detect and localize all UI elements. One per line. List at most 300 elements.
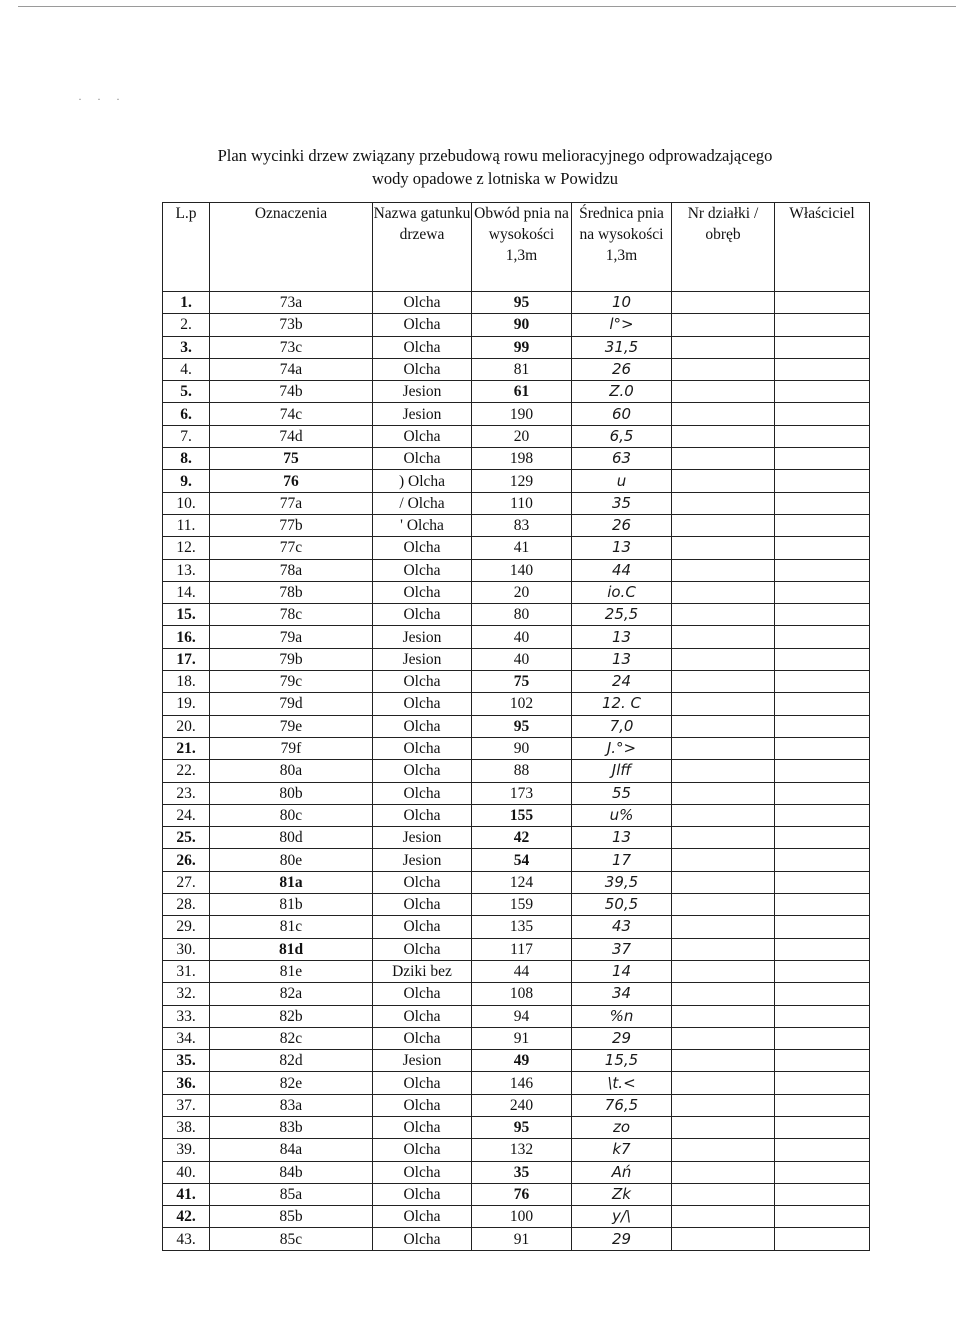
cell-circumference: 110: [472, 492, 572, 514]
cell-plot-number: [672, 849, 775, 871]
cell-species: Olcha: [373, 1228, 472, 1250]
header-oznaczenia: Oznaczenia: [210, 203, 373, 292]
cell-lp: 6.: [163, 403, 210, 425]
cell-plot-number: [672, 1094, 775, 1116]
table-row: [163, 336, 870, 358]
cell-plot-number: [672, 1050, 775, 1072]
cell-circumference: 146: [472, 1072, 572, 1094]
header-lp: L.p: [163, 203, 210, 292]
cell-lp: 13.: [163, 559, 210, 581]
cell-species: Olcha: [373, 425, 472, 447]
cell-circumference: 198: [472, 448, 572, 470]
cell-plot-number: [672, 314, 775, 336]
cell-lp: 25.: [163, 827, 210, 849]
cell-species: Olcha: [373, 1116, 472, 1138]
cell-circumference: 100: [472, 1206, 572, 1228]
cell-circumference: 91: [472, 1027, 572, 1049]
cell-mark: 81c: [210, 916, 373, 938]
cell-diameter: 50,5: [572, 894, 672, 916]
cell-circumference: 135: [472, 916, 572, 938]
cell-plot-number: [672, 782, 775, 804]
cell-plot-number: [672, 1116, 775, 1138]
cell-species: Olcha: [373, 1161, 472, 1183]
cell-circumference: 129: [472, 470, 572, 492]
cell-mark: 74a: [210, 358, 373, 380]
cell-lp: 28.: [163, 894, 210, 916]
cell-diameter: 13: [572, 648, 672, 670]
cell-plot-number: [672, 403, 775, 425]
cell-diameter: zo: [572, 1116, 672, 1138]
cell-diameter: 37: [572, 938, 672, 960]
cell-plot-number: [672, 470, 775, 492]
cell-mark: 84b: [210, 1161, 373, 1183]
cell-species: / Olcha: [373, 492, 472, 514]
table-row: [163, 871, 870, 893]
cell-lp: 37.: [163, 1094, 210, 1116]
cell-lp: 16.: [163, 626, 210, 648]
table-row: [163, 292, 870, 314]
cell-owner: [775, 1183, 870, 1205]
cell-mark: 77b: [210, 514, 373, 536]
cell-circumference: 90: [472, 737, 572, 759]
cell-mark: 85a: [210, 1183, 373, 1205]
cell-diameter: 39,5: [572, 871, 672, 893]
table-body: [163, 292, 870, 1251]
cell-circumference: 42: [472, 827, 572, 849]
cell-circumference: 99: [472, 336, 572, 358]
cell-plot-number: [672, 960, 775, 982]
cell-owner: [775, 1116, 870, 1138]
cell-species: Olcha: [373, 894, 472, 916]
cell-plot-number: [672, 938, 775, 960]
table-row: [163, 425, 870, 447]
cell-diameter: 15,5: [572, 1050, 672, 1072]
cell-owner: [775, 1139, 870, 1161]
cell-species: Olcha: [373, 1183, 472, 1205]
cell-lp: 24.: [163, 804, 210, 826]
document-title: [140, 144, 850, 190]
cell-owner: [775, 537, 870, 559]
cell-owner: [775, 938, 870, 960]
table-row: [163, 1139, 870, 1161]
cell-mark: 78c: [210, 604, 373, 626]
cell-diameter: io.C: [572, 581, 672, 603]
table-row: [163, 403, 870, 425]
cell-plot-number: [672, 292, 775, 314]
table-row: [163, 760, 870, 782]
cell-lp: 1.: [163, 292, 210, 314]
cell-owner: [775, 737, 870, 759]
header-diameter: Średnica pnia na wysokości 1,3m: [572, 203, 672, 292]
cell-diameter: Zk: [572, 1183, 672, 1205]
cell-circumference: 95: [472, 1116, 572, 1138]
cell-mark: 80c: [210, 804, 373, 826]
cell-owner: [775, 470, 870, 492]
table-row: [163, 804, 870, 826]
cell-lp: 33.: [163, 1005, 210, 1027]
cell-owner: [775, 1228, 870, 1250]
table-row: [163, 470, 870, 492]
cell-circumference: 75: [472, 671, 572, 693]
cell-species: Jesion: [373, 849, 472, 871]
cell-lp: 12.: [163, 537, 210, 559]
cell-lp: 8.: [163, 448, 210, 470]
cell-plot-number: [672, 916, 775, 938]
table-row: [163, 960, 870, 982]
cell-species: Jesion: [373, 626, 472, 648]
cell-owner: [775, 693, 870, 715]
cell-mark: 76: [210, 470, 373, 492]
cell-species: Dziki bez: [373, 960, 472, 982]
cell-mark: 79d: [210, 693, 373, 715]
cell-lp: 38.: [163, 1116, 210, 1138]
cell-species: Jesion: [373, 381, 472, 403]
cell-owner: [775, 782, 870, 804]
table-row: [163, 537, 870, 559]
cell-mark: 81b: [210, 894, 373, 916]
cell-plot-number: [672, 1228, 775, 1250]
cell-lp: 41.: [163, 1183, 210, 1205]
cell-circumference: 132: [472, 1139, 572, 1161]
table-row: [163, 448, 870, 470]
cell-diameter: y/\: [572, 1206, 672, 1228]
cell-diameter: 55: [572, 782, 672, 804]
cell-lp: 43.: [163, 1228, 210, 1250]
cell-plot-number: [672, 537, 775, 559]
cell-diameter: 17: [572, 849, 672, 871]
cell-owner: [775, 425, 870, 447]
table-row: [163, 1183, 870, 1205]
cell-mark: 79a: [210, 626, 373, 648]
cell-circumference: 40: [472, 626, 572, 648]
cell-circumference: 41: [472, 537, 572, 559]
cell-species: Olcha: [373, 916, 472, 938]
cell-mark: 73b: [210, 314, 373, 336]
cell-mark: 77a: [210, 492, 373, 514]
cell-plot-number: [672, 425, 775, 447]
cell-owner: [775, 894, 870, 916]
cell-diameter: 7,0: [572, 715, 672, 737]
cell-plot-number: [672, 1161, 775, 1183]
cell-species: ' Olcha: [373, 514, 472, 536]
cell-diameter: Z.0: [572, 381, 672, 403]
cell-lp: 42.: [163, 1206, 210, 1228]
cell-mark: 83b: [210, 1116, 373, 1138]
tree-felling-table: [162, 202, 870, 1251]
cell-owner: [775, 403, 870, 425]
table-row: [163, 693, 870, 715]
cell-species: Olcha: [373, 1072, 472, 1094]
table-row: [163, 894, 870, 916]
cell-lp: 5.: [163, 381, 210, 403]
cell-species: Olcha: [373, 1206, 472, 1228]
cell-diameter: 29: [572, 1027, 672, 1049]
table-row: [163, 1094, 870, 1116]
cell-diameter: l°>: [572, 314, 672, 336]
cell-circumference: 88: [472, 760, 572, 782]
cell-owner: [775, 381, 870, 403]
cell-mark: 82d: [210, 1050, 373, 1072]
cell-mark: 74b: [210, 381, 373, 403]
cell-mark: 80b: [210, 782, 373, 804]
table-row: [163, 1228, 870, 1250]
cell-lp: 31.: [163, 960, 210, 982]
cell-mark: 74c: [210, 403, 373, 425]
cell-lp: 14.: [163, 581, 210, 603]
cell-circumference: 173: [472, 782, 572, 804]
cell-diameter: 14: [572, 960, 672, 982]
cell-circumference: 80: [472, 604, 572, 626]
cell-owner: [775, 559, 870, 581]
cell-lp: 27.: [163, 871, 210, 893]
cell-mark: 79b: [210, 648, 373, 670]
cell-diameter: 10: [572, 292, 672, 314]
cell-mark: 82e: [210, 1072, 373, 1094]
table-row: [163, 381, 870, 403]
cell-plot-number: [672, 693, 775, 715]
cell-diameter: J.°>: [572, 737, 672, 759]
cell-species: Jesion: [373, 1050, 472, 1072]
table-row: [163, 737, 870, 759]
cell-circumference: 61: [472, 381, 572, 403]
cell-plot-number: [672, 737, 775, 759]
cell-diameter: %n: [572, 1005, 672, 1027]
cell-plot-number: [672, 1206, 775, 1228]
cell-lp: 19.: [163, 693, 210, 715]
cell-species: Olcha: [373, 1139, 472, 1161]
cell-circumference: 54: [472, 849, 572, 871]
cell-owner: [775, 336, 870, 358]
cell-mark: 79f: [210, 737, 373, 759]
cell-circumference: 76: [472, 1183, 572, 1205]
cell-mark: 73a: [210, 292, 373, 314]
cell-plot-number: [672, 381, 775, 403]
cell-owner: [775, 314, 870, 336]
cell-lp: 40.: [163, 1161, 210, 1183]
table-row: [163, 1116, 870, 1138]
cell-plot-number: [672, 336, 775, 358]
cell-mark: 80d: [210, 827, 373, 849]
cell-diameter: 63: [572, 448, 672, 470]
cell-diameter: u: [572, 470, 672, 492]
cell-species: ) Olcha: [373, 470, 472, 492]
table-row: [163, 938, 870, 960]
cell-mark: 80e: [210, 849, 373, 871]
table-row: [163, 648, 870, 670]
cell-diameter: 26: [572, 514, 672, 536]
cell-lp: 18.: [163, 671, 210, 693]
cell-lp: 11.: [163, 514, 210, 536]
cell-diameter: 29: [572, 1228, 672, 1250]
header-owner: Właściciel: [775, 203, 870, 292]
cell-diameter: 44: [572, 559, 672, 581]
cell-species: Olcha: [373, 292, 472, 314]
cell-circumference: 91: [472, 1228, 572, 1250]
cell-mark: 82c: [210, 1027, 373, 1049]
cell-circumference: 155: [472, 804, 572, 826]
cell-circumference: 124: [472, 871, 572, 893]
cell-circumference: 90: [472, 314, 572, 336]
cell-owner: [775, 514, 870, 536]
cell-owner: [775, 292, 870, 314]
cell-mark: 85c: [210, 1228, 373, 1250]
cell-owner: [775, 1027, 870, 1049]
cell-diameter: 6,5: [572, 425, 672, 447]
table-row: [163, 358, 870, 380]
cell-lp: 17.: [163, 648, 210, 670]
cell-plot-number: [672, 626, 775, 648]
table-row: [163, 559, 870, 581]
cell-lp: 39.: [163, 1139, 210, 1161]
cell-diameter: 13: [572, 827, 672, 849]
cell-species: Olcha: [373, 871, 472, 893]
cell-circumference: 94: [472, 1005, 572, 1027]
cell-lp: 7.: [163, 425, 210, 447]
table-row: [163, 849, 870, 871]
table-header-row: [163, 203, 870, 292]
cell-species: Olcha: [373, 1094, 472, 1116]
cell-owner: [775, 804, 870, 826]
cell-owner: [775, 1206, 870, 1228]
cell-circumference: 20: [472, 581, 572, 603]
cell-lp: 10.: [163, 492, 210, 514]
cell-plot-number: [672, 827, 775, 849]
cell-species: Olcha: [373, 671, 472, 693]
cell-plot-number: [672, 894, 775, 916]
cell-plot-number: [672, 715, 775, 737]
cell-mark: 75: [210, 448, 373, 470]
cell-mark: 74d: [210, 425, 373, 447]
cell-owner: [775, 648, 870, 670]
table-row: [163, 314, 870, 336]
cell-lp: 30.: [163, 938, 210, 960]
cell-owner: [775, 760, 870, 782]
cell-owner: [775, 1005, 870, 1027]
cell-mark: 83a: [210, 1094, 373, 1116]
cell-mark: 78a: [210, 559, 373, 581]
cell-species: Jesion: [373, 648, 472, 670]
cell-mark: 79c: [210, 671, 373, 693]
cell-lp: 23.: [163, 782, 210, 804]
cell-plot-number: [672, 448, 775, 470]
cell-lp: 36.: [163, 1072, 210, 1094]
cell-circumference: 190: [472, 403, 572, 425]
cell-lp: 21.: [163, 737, 210, 759]
cell-species: Olcha: [373, 314, 472, 336]
cell-mark: 77c: [210, 537, 373, 559]
cell-circumference: 83: [472, 514, 572, 536]
cell-diameter: Ań: [572, 1161, 672, 1183]
cell-owner: [775, 1161, 870, 1183]
cell-plot-number: [672, 581, 775, 603]
cell-species: Jesion: [373, 403, 472, 425]
table-row: [163, 671, 870, 693]
cell-species: Olcha: [373, 737, 472, 759]
cell-mark: 85b: [210, 1206, 373, 1228]
cell-species: Olcha: [373, 782, 472, 804]
cell-plot-number: [672, 1183, 775, 1205]
cell-plot-number: [672, 514, 775, 536]
cell-circumference: 81: [472, 358, 572, 380]
cell-species: Olcha: [373, 715, 472, 737]
cell-mark: 78b: [210, 581, 373, 603]
cell-mark: 80a: [210, 760, 373, 782]
cell-owner: [775, 871, 870, 893]
cell-circumference: 44: [472, 960, 572, 982]
cell-owner: [775, 604, 870, 626]
cell-species: Olcha: [373, 1027, 472, 1049]
table-row: [163, 1072, 870, 1094]
cell-lp: 3.: [163, 336, 210, 358]
cell-mark: 81e: [210, 960, 373, 982]
cell-species: Olcha: [373, 983, 472, 1005]
header-plot-number: Nr działki / obręb: [672, 203, 775, 292]
table-row: [163, 827, 870, 849]
cell-circumference: 240: [472, 1094, 572, 1116]
cell-owner: [775, 849, 870, 871]
table-row: [163, 581, 870, 603]
cell-plot-number: [672, 358, 775, 380]
cell-species: Olcha: [373, 938, 472, 960]
cell-mark: 84a: [210, 1139, 373, 1161]
cell-diameter: 12. C: [572, 693, 672, 715]
cell-owner: [775, 448, 870, 470]
cell-diameter: 13: [572, 537, 672, 559]
cell-diameter: 25,5: [572, 604, 672, 626]
cell-circumference: 20: [472, 425, 572, 447]
cell-mark: 81d: [210, 938, 373, 960]
cell-lp: 35.: [163, 1050, 210, 1072]
title-line-1: Plan wycinki drzew związany przebudową rowu melioracyjnego odprowadzającego: [217, 146, 773, 165]
cell-plot-number: [672, 871, 775, 893]
cell-species: Olcha: [373, 693, 472, 715]
cell-owner: [775, 715, 870, 737]
cell-lp: 9.: [163, 470, 210, 492]
cell-lp: 20.: [163, 715, 210, 737]
cell-plot-number: [672, 559, 775, 581]
cell-diameter: k7: [572, 1139, 672, 1161]
table-row: [163, 492, 870, 514]
table-row: [163, 983, 870, 1005]
cell-lp: 34.: [163, 1027, 210, 1049]
cell-species: Jesion: [373, 827, 472, 849]
table-row: [163, 626, 870, 648]
scan-edge-line: [18, 6, 956, 7]
cell-owner: [775, 626, 870, 648]
cell-circumference: 117: [472, 938, 572, 960]
cell-diameter: 43: [572, 916, 672, 938]
cell-diameter: 35: [572, 492, 672, 514]
cell-owner: [775, 1094, 870, 1116]
cell-owner: [775, 358, 870, 380]
cell-diameter: u%: [572, 804, 672, 826]
cell-diameter: 76,5: [572, 1094, 672, 1116]
cell-mark: 79e: [210, 715, 373, 737]
cell-species: Olcha: [373, 559, 472, 581]
cell-species: Olcha: [373, 537, 472, 559]
cell-owner: [775, 671, 870, 693]
cell-diameter: 34: [572, 983, 672, 1005]
cell-species: Olcha: [373, 581, 472, 603]
cell-plot-number: [672, 760, 775, 782]
cell-owner: [775, 492, 870, 514]
cell-owner: [775, 916, 870, 938]
cell-plot-number: [672, 1072, 775, 1094]
table-row: [163, 1027, 870, 1049]
cell-plot-number: [672, 1139, 775, 1161]
cell-circumference: 40: [472, 648, 572, 670]
title-line-2: wody opadowe z lotniska w Powidzu: [371, 169, 619, 188]
